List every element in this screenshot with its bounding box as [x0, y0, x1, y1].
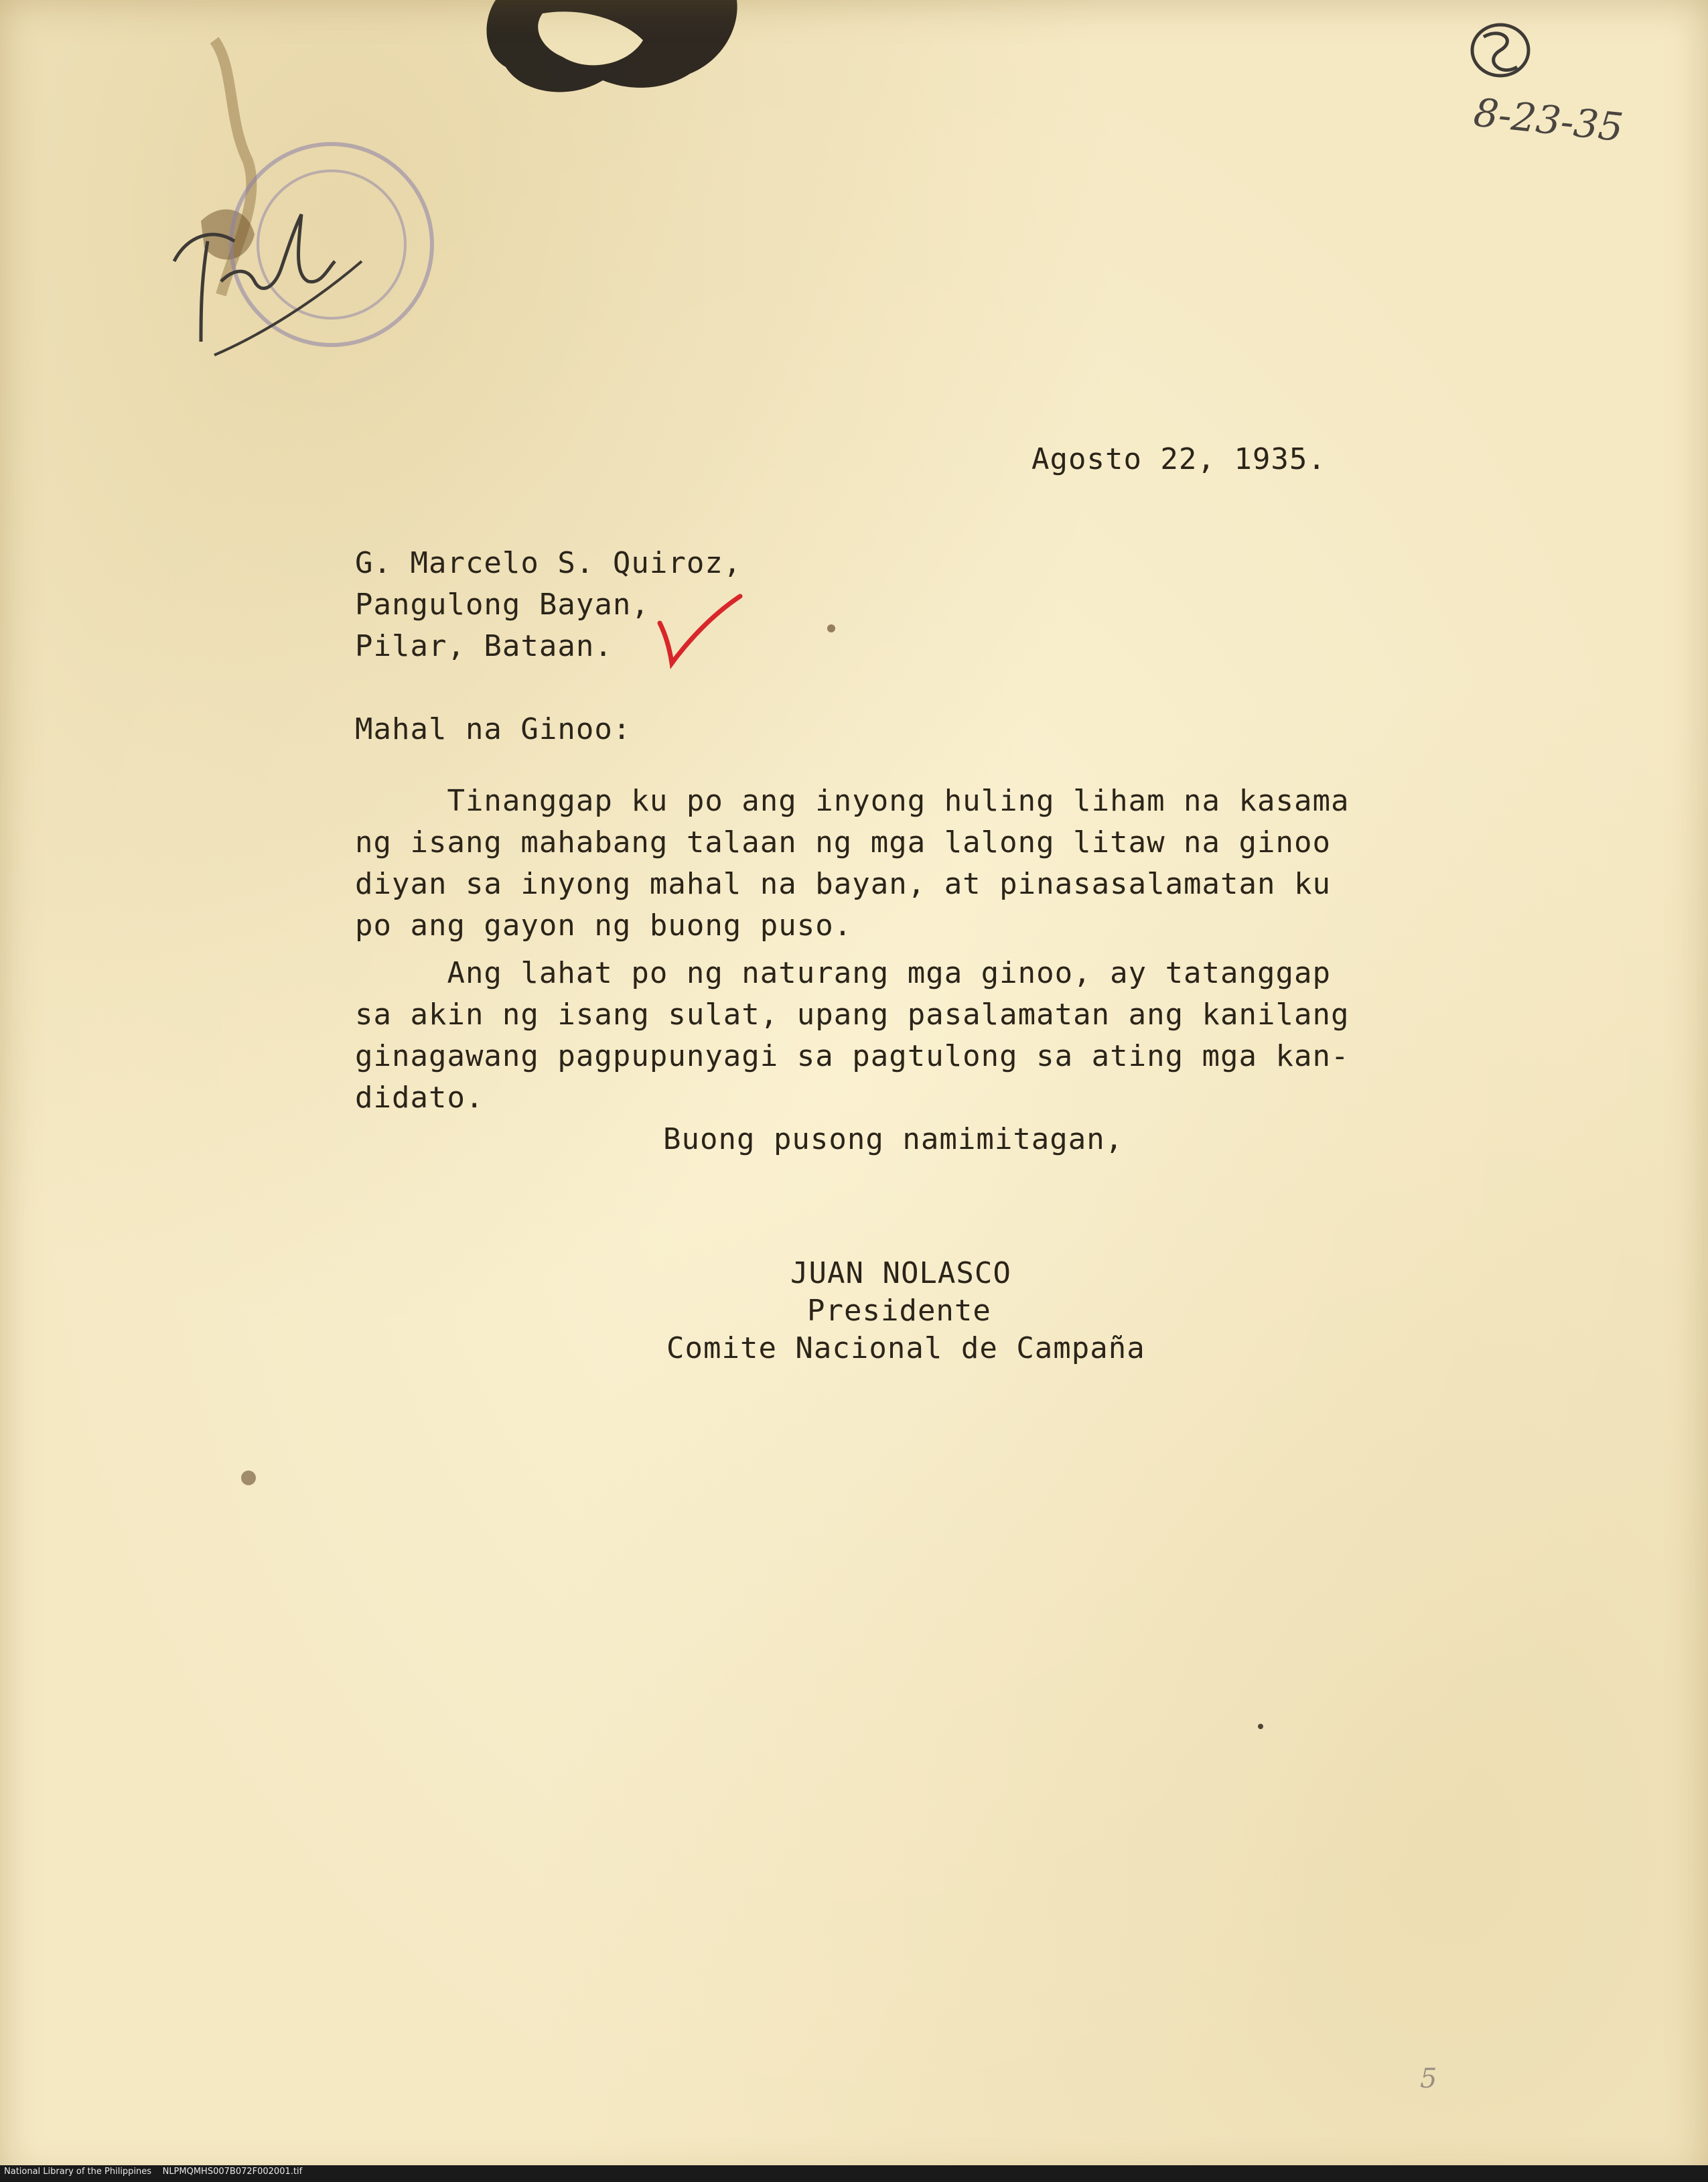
closing: Buong pusong namimitagan,: [663, 1122, 1124, 1156]
ink-dot: [241, 1471, 256, 1485]
ink-dot: [827, 624, 835, 632]
body-paragraph-1-line-1: Tinanggap ku po ang inyong huling liham na kasama: [355, 784, 1350, 818]
scan-footer-text: National Library of the Philippines NLPMQMHS007B072F002001.tif: [4, 2167, 303, 2177]
ink-dot: [1258, 1724, 1263, 1729]
signatory-organization: Comite Nacional de Campaña: [666, 1331, 1145, 1365]
body-paragraph-2-line-4: didato.: [355, 1081, 484, 1115]
signatory-title: Presidente: [807, 1294, 991, 1328]
body-paragraph-1-line-4: po ang gayon ng buong puso.: [355, 908, 853, 943]
circled-number-icon: [1460, 13, 1541, 87]
bottom-right-pencil-note: 5: [1420, 2063, 1437, 2094]
body-paragraph-2-line-2: sa akin ng isang sulat, upang pasalamatan ang kanilang: [355, 998, 1350, 1032]
body-paragraph-1-line-3: diyan sa inyong mahal na bayan, at pinasasalamatan ku: [355, 867, 1331, 901]
recipient-name: G. Marcelo S. Quiroz,: [355, 546, 742, 580]
pencil-initials-scribble: [161, 188, 375, 375]
letter-date: Agosto 22, 1935.: [1031, 442, 1326, 476]
body-paragraph-2-line-1: Ang lahat po ng naturang mga ginoo, ay tatanggap: [355, 956, 1331, 990]
top-right-date-note: 8-23-35: [1472, 89, 1626, 151]
body-paragraph-2-line-3: ginagawang pagpupunyagi sa pagtulong sa ating mga kan-: [355, 1039, 1350, 1073]
recipient-place: Pilar, Bataan.: [355, 629, 613, 663]
recipient-title: Pangulong Bayan,: [355, 588, 650, 622]
red-checkmark-icon: [653, 590, 747, 670]
signatory-name: JUAN NOLASCO: [790, 1256, 1011, 1290]
salutation: Mahal na Ginoo:: [355, 712, 632, 746]
body-paragraph-1-line-2: ng isang mahabang talaan ng mga lalong litaw na ginoo: [355, 825, 1331, 860]
burn-hole-damage: [469, 0, 757, 127]
